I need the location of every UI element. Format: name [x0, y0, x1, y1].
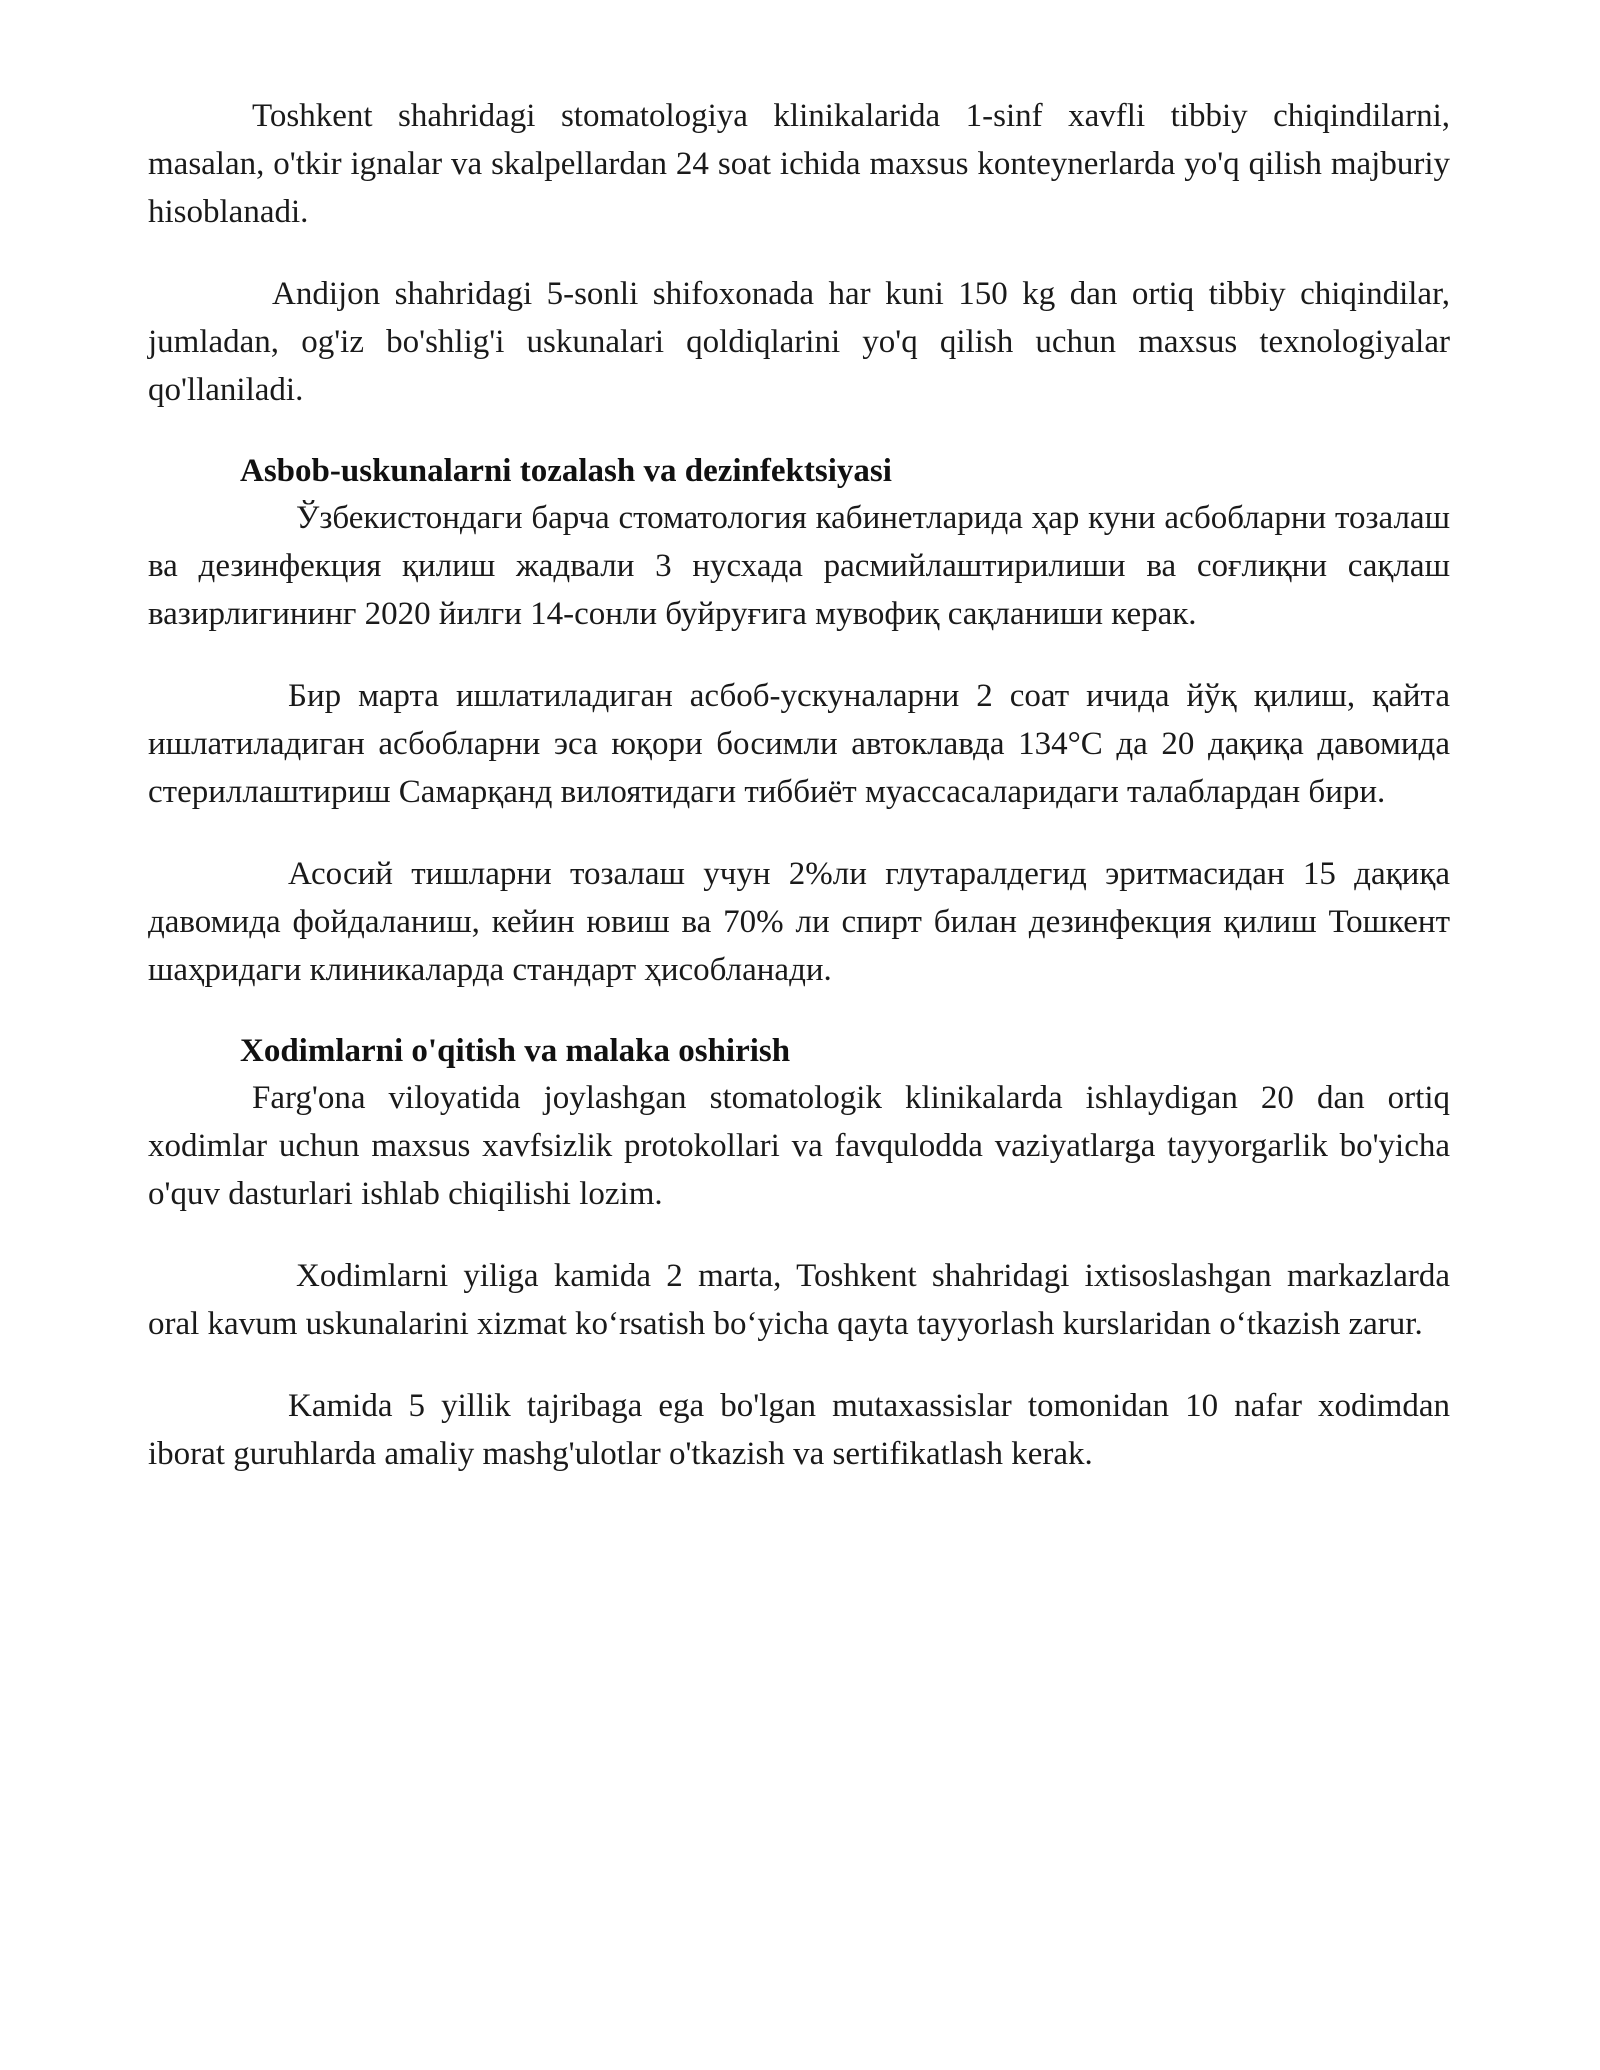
paragraph-retraining-courses: Xodimlarni yiliga kamida 2 marta, Toshkent shahridagi ixtisoslashgan markazlarda oral kavum uskunalarini xizmat koʻrsatish boʻyicha qayta tayyorlash kurslaridan oʻtkazish zarur.	[148, 1258, 1450, 1342]
paragraph-sterilization-requirements: Бир марта ишлатиладиган асбоб-ускуналарни 2 соат ичида йўқ қилиш, қайта ишлатиладиган асбобларни эса юқори босимли автоклавда 134°С да 20 дақиқа давомида стериллаштириш Самарқанд вилоятидаги тиббиёт муассасаларидаги талаблардан бири.	[148, 678, 1450, 810]
paragraph-medical-waste-andijan: Andijon shahridagi 5-sonli shifoxonada har kuni 150 kg dan ortiq tibbiy chiqindilar, jumladan, og'iz bo'shlig'i uskunalari qoldiqlarini yo'q qilish uchun maxsus texnologiyalar qo'llaniladi.	[148, 276, 1450, 408]
paragraph-medical-waste-tashkent: Toshkent shahridagi stomatologiya klinikalarida 1-sinf xavfli tibbiy chiqindilarni, masalan, o'tkir ignalar va skalpellardan 24 soat ichida maxsus konteynerlarda yo'q qilish majburiy hisoblanadi.	[148, 98, 1450, 230]
paragraph-practical-sessions: Kamida 5 yillik tajribaga ega bo'lgan mutaxassislar tomonidan 10 nafar xodimdan iborat guruhlarda amaliy mashg'ulotlar o'tkazish va sertifikatlash kerak.	[148, 1388, 1450, 1472]
section-heading-staff-training: Xodimlarni o'qitish va malaka oshirish	[240, 1033, 791, 1069]
paragraph-glutaraldehyde-disinfection: Асосий тишларни тозалаш учун 2%ли глутаралдегид эритмасидан 15 дақиқа давомида фойдаланиш, кейин ювиш ва 70% ли спирт билан дезинфекция қилиш Тошкент шаҳридаги клиникаларда стандарт ҳисобланади.	[148, 856, 1450, 988]
paragraph-cleaning-schedule: Ўзбекистондаги барча стоматология кабинетларида ҳар куни асбобларни тозалаш ва дезинфекция қилиш жадвали 3 нусхада расмийлаштирилиши ва соғлиқни сақлаш вазирлигининг 2020 йилги 14-сонли буйруғига мувофиқ сақланиши керак.	[148, 500, 1450, 632]
section-heading-instrument-cleaning: Asbob-uskunalarni tozalash va dezinfektsiyasi	[240, 453, 892, 489]
paragraph-fergana-training-programs: Farg'ona viloyatida joylashgan stomatologik klinikalarda ishlaydigan 20 dan ortiq xodimlar uchun maxsus xavfsizlik protokollari va favqulodda vaziyatlarga tayyorgarlik bo'yicha o'quv dasturlari ishlab chiqilishi lozim.	[148, 1080, 1450, 1212]
document-body	[148, 92, 1450, 1512]
